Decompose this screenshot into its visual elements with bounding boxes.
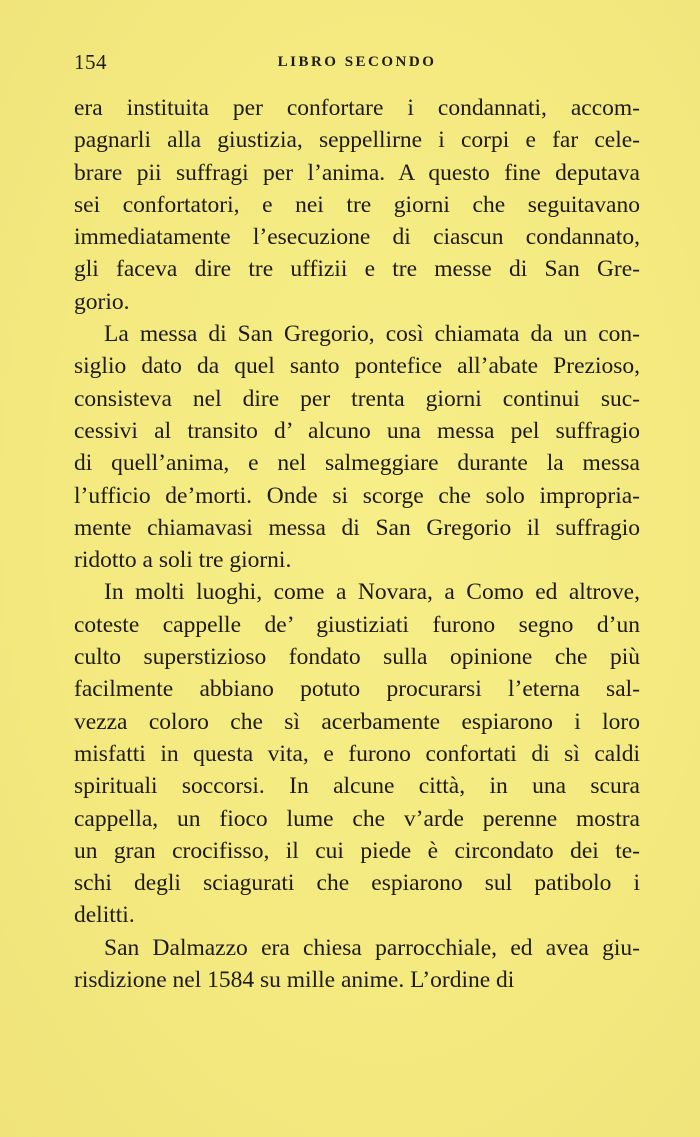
text-line: era instituita per confortare i condannati, accom- xyxy=(74,95,640,121)
text-line: In molti luoghi, come a Novara, a Como ed altrove, xyxy=(104,579,640,606)
text-line: misfatti in questa vita, e furono confortati di sì caldi xyxy=(74,740,640,767)
body-text xyxy=(74,92,640,996)
paragraph xyxy=(74,576,640,931)
text-line: mente chiamavasi messa di San Gregorio il suffragio xyxy=(74,514,640,541)
paragraph xyxy=(74,92,640,318)
text-line: sei confortatori, e nei tre giorni che seguitavano xyxy=(74,191,640,218)
text-line: immediatamente l’esecuzione di ciascun condannato, xyxy=(74,224,640,251)
text-line: cappella, un fioco lume che v’arde perenne mostra xyxy=(74,805,640,832)
page-header xyxy=(74,50,640,78)
text-line: pagnarli alla giustizia, seppellirne i corpi e far cele- xyxy=(74,127,640,154)
text-line: culto superstizioso fondato sulla opinione che più xyxy=(74,644,640,671)
text-line: l’ufficio de’morti. Onde si scorge che solo impropria- xyxy=(74,482,640,509)
text-line: di quell’anima, e nel salmeggiare durante la messa xyxy=(74,450,640,477)
text-line: vezza coloro che sì acerbamente espiarono i loro xyxy=(74,708,640,735)
text-line: facilmente abbiano potuto procurarsi l’eterna sal- xyxy=(74,676,640,703)
text-line: cessivi al transito d’ alcuno una messa pel suffragio xyxy=(74,417,640,444)
text-line: gorio. xyxy=(74,288,130,315)
running-head: LIBRO SECONDO xyxy=(277,54,437,70)
paragraph xyxy=(74,932,640,997)
text-line: consisteva nel dire per trenta giorni continui suc- xyxy=(74,385,640,412)
text-line: brare pii suffragi per l’anima. A questo fine deputava xyxy=(74,159,640,186)
text-line: gli faceva dire tre uffizii e tre messe di San Gre- xyxy=(74,256,640,283)
text-line: un gran crocifisso, il cui piede è circondato dei te- xyxy=(74,837,640,864)
text-line: schi degli sciagurati che espiarono sul patibolo i xyxy=(74,870,640,897)
text-line: coteste cappelle de’ giustiziati furono segno d’un xyxy=(74,611,640,638)
text-line: spirituali soccorsi. In alcune città, in una scura xyxy=(74,773,640,800)
text-line: siglio dato da quel santo pontefice all’abate Prezioso, xyxy=(74,353,640,380)
text-line: San Dalmazzo era chiesa parrocchiale, ed avea giu- xyxy=(104,934,640,961)
paragraph xyxy=(74,318,640,576)
text-line: delitti. xyxy=(74,902,135,929)
text-line: risdizione nel 1584 su mille anime. L’ordine di xyxy=(74,967,515,994)
text-line: La messa di San Gregorio, così chiamata da un con- xyxy=(104,321,640,348)
page-number: 154 xyxy=(74,50,107,74)
text-line: ridotto a soli tre giorni. xyxy=(74,547,292,574)
